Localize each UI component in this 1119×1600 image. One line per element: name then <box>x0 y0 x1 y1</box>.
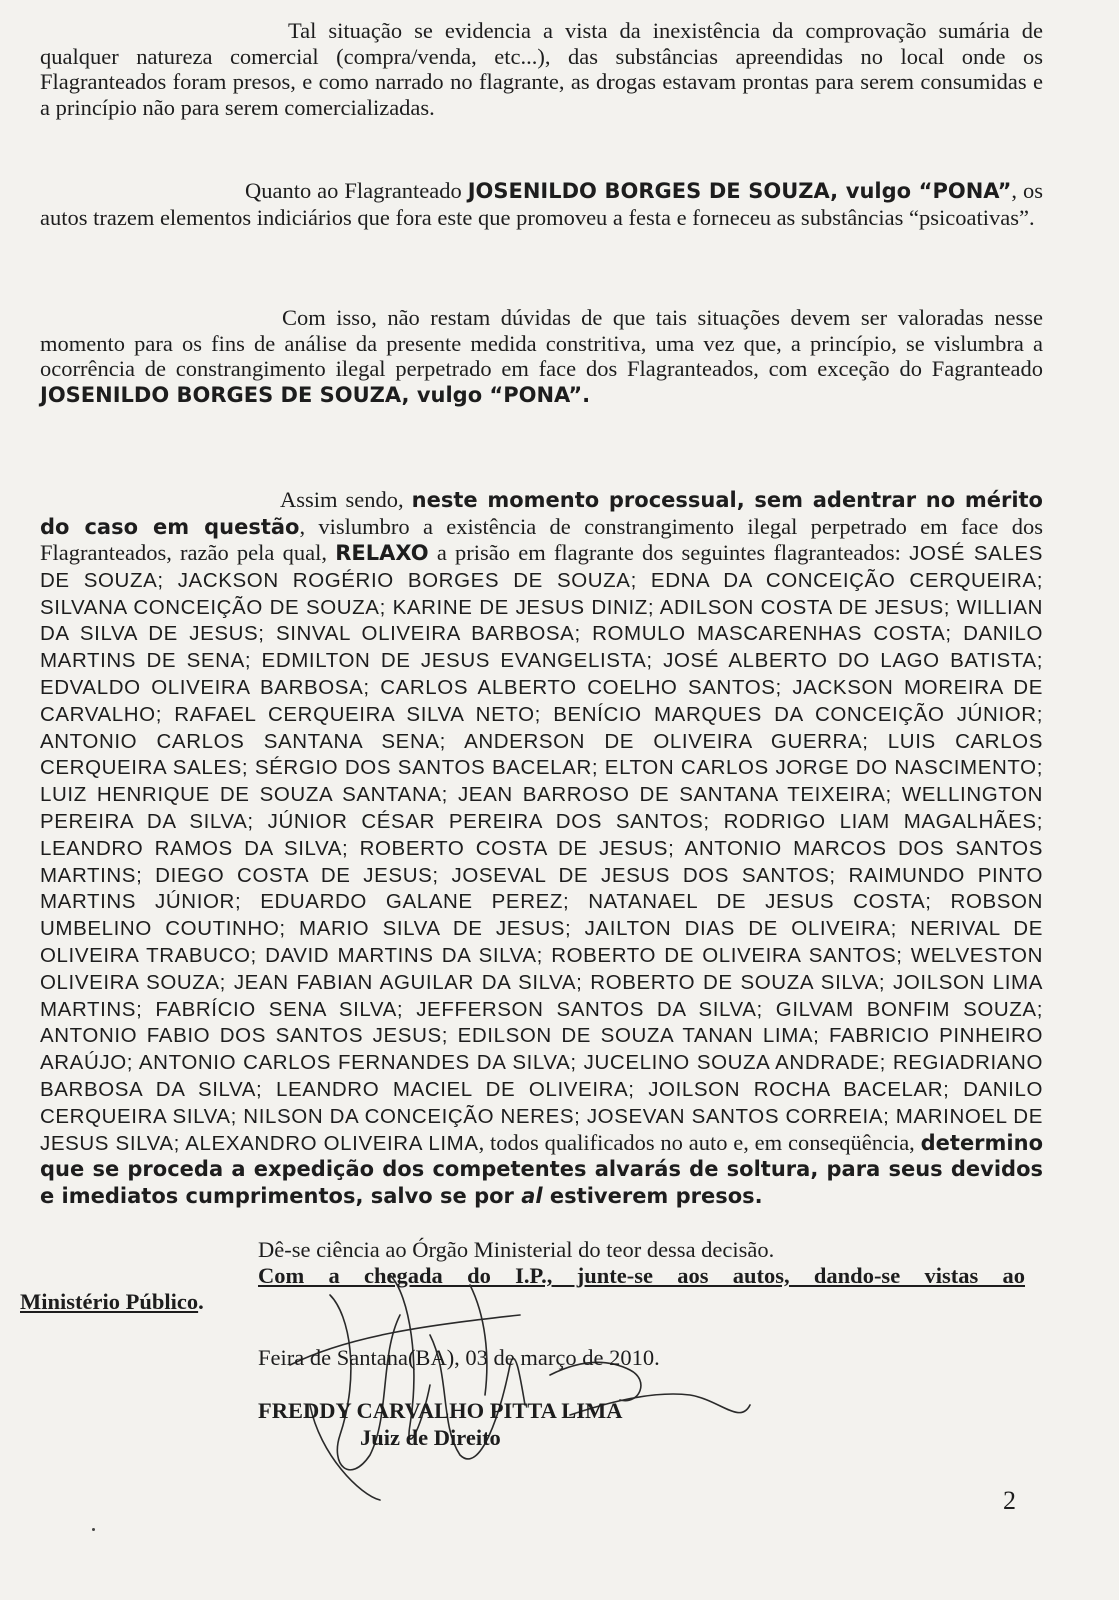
closing-line-1: Dê-se ciência ao Órgão Ministerial do teor dessa decisão. <box>258 1237 775 1262</box>
closing-line-2-text: Com a chegada do I.P., junte-se aos autos, dando-se vistas ao <box>258 1263 1025 1288</box>
signature-mark <box>270 1255 790 1505</box>
date-line: Feira de Santana(BA), 03 de março de 2010. <box>258 1345 660 1370</box>
paragraph-2-text-a: Quanto ao Flagranteado <box>245 178 468 203</box>
paragraph-2 <box>40 178 1043 230</box>
closing-line-3-period: . <box>198 1289 204 1314</box>
judge-name <box>258 1398 622 1424</box>
judge-name-text: FREDDY CARVALHO PITTA LIMA <box>258 1398 623 1423</box>
paragraph-3-bold-name: JOSENILDO BORGES DE SOUZA, vulgo “PONA”. <box>40 382 591 407</box>
paragraph-4-names-list: JOSÉ SALES DE SOUZA; JACKSON ROGÉRIO BORGES DE SOUZA; EDNA DA CONCEIÇÃO CERQUEIRA; SILVANA CONCEIÇÃO DE SOUZA; KARINE DE JESUS DINIZ; ADILSON COSTA DE JESUS; WILLIAN DA SILVA DE JESUS; SINVAL OLIVEIRA BARBOSA; ROMULO MASCARENHAS COSTA; DANILO MARTINS DE SENA; EDMILTON DE JESUS EVANGELISTA; JOSÉ ALBERTO DO LAGO BATISTA; EDVALDO OLIVEIRA BARBOSA; CARLOS ALBERTO COELHO SANTOS; JACKSON MOREIRA DE CARVALHO; RAFAEL CERQUEIRA SILVA NETO; BENÍCIO MARQUES DA CONCEIÇÃO JÚNIOR; ANTONIO CARLOS SANTANA SENA; ANDERSON DE OLIVEIRA GUERRA; LUIS CARLOS CERQUEIRA SALES; SÉRGIO DOS SANTOS BACELAR; ELTON CARLOS JORGE DO NASCIMENTO; LUIZ HENRIQUE DE SOUZA SANTANA; JEAN BARROSO DE SANTANA TEIXEIRA; WELLINGTON PEREIRA DA SILVA; JÚNIOR CÉSAR PEREIRA DOS SANTOS; RODRIGO LIAM MAGALHÃES; LEANDRO RAMOS DA SILVA; ROBERTO COSTA DE JESUS; ANTONIO MARCOS DOS SANTOS MARTINS; DIEGO COSTA DE JESUS; JOSEVAL DE JESUS DOS SANTOS; RAIMUNDO PINTO MARTINS JÚNIOR; EDUARDO GALANE PEREZ; NATANAEL DE JESUS COSTA; ROBSON UMBELINO COUTINHO; MARIO SILVA DE JESUS; JAILTON DIAS DE OLIVEIRA; NERIVAL DE OLIVEIRA TRABUCO; DAVID MARTINS DA SILVA; ROBERTO DE OLIVEIRA SANTOS; WELVESTON OLIVEIRA SOUZA; JEAN FABIAN AGUILAR DA SILVA; ROBERTO DE SOUZA SILVA; JOILSON LIMA MARTINS; FABRÍCIO SENA SILVA; JEFFERSON SANTOS DA SILVA; GILVAM BONFIM SOUZA; ANTONIO FABIO DOS SANTOS JESUS; EDILSON DE SOUZA TANAN LIMA; FABRICIO PINHEIRO ARAÚJO; ANTONIO CARLOS FERNANDES DA SILVA; JUCELINO SOUZA ANDRADE; REGIADRIANO BARBOSA DA SILVA; LEANDRO MACIEL DE OLIVEIRA; JOILSON ROCHA BACELAR; DANILO CERQUEIRA SILVA; NILSON DA CONCEIÇÃO NERES; JOSEVAN SANTOS CORREIA; MARINOEL DE JESUS SILVA; ALEXANDRO OLIVEIRA LIMA <box>40 542 1044 1155</box>
page-number: 2 <box>1003 1486 1016 1515</box>
paragraph-4-bold-phrase: neste momento processual, sem adentrar no mérito do caso em questão <box>40 488 1043 539</box>
paragraph-2-text-c: , os autos trazem elementos indiciários que fora este que promoveu a festa e forneceu as substâncias “psicoativas”. <box>40 178 1043 230</box>
judge-title-text: Juiz de Direito <box>360 1425 501 1450</box>
closing-line-3-text: Ministério Público <box>20 1289 199 1314</box>
paragraph-1 <box>40 18 1043 120</box>
paragraph-4-text-a: Assim sendo, <box>280 487 412 512</box>
paragraph-4-bold-end: estiverem presos. <box>542 1183 763 1208</box>
paragraph-4-text-c: , vislumbro a existência de constrangimento ilegal perpetrado em face dos Flagranteados, razão pela qual, <box>40 513 1043 565</box>
paragraph-1-text: Tal situação se evidencia a vista da inexistência da comprovação sumária de qualquer natureza comercial (compra/venda, etc...), das substâncias apreendidas no local onde os Flagranteados foram presos, e como narrado no flagrante, as drogas estavam prontas para serem consumidas e a princípio não para serem comercializadas. <box>40 18 1043 120</box>
paragraph-2-bold-name: JOSENILDO BORGES DE SOUZA, vulgo “PONA” <box>467 179 1012 203</box>
paragraph-4-text-f: , todos qualificados no auto e, em conseqüência, <box>478 1129 921 1155</box>
closing-line-3 <box>20 1289 204 1315</box>
scan-speck <box>92 1528 95 1531</box>
paragraph-3-text-a: Com isso, não restam dúvidas de que tais situações devem ser valoradas nesse momento para os fins de análise da presente medida constritiva, uma vez que, a princípio, se vislumbra a ocorrência de constrangimento ilegal perpetrado em face dos Flagranteados, com exceção do Fagranteado <box>40 305 1043 381</box>
paragraph-4-text-e: a prisão em flagrante dos seguintes flagranteados: <box>428 540 910 565</box>
paragraph-4 <box>40 487 1043 1209</box>
paragraph-4-relaxo: RELAXO <box>335 541 429 565</box>
paragraph-4-bold-italic-al: al <box>521 1183 543 1208</box>
paragraph-3 <box>40 305 1043 408</box>
judge-title <box>360 1425 501 1451</box>
paragraph-4-bold-determination: determino que se proceda a expedição dos competentes alvarás de soltura, para seus devidos e imediatos cumprimentos, salvo se por <box>40 1130 1043 1208</box>
